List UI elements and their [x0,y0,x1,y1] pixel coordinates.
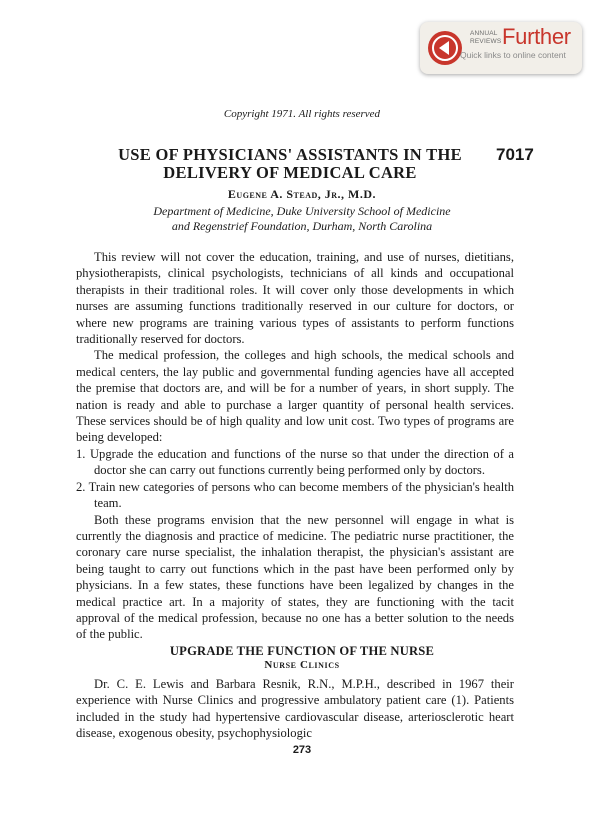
article-body [76,249,514,643]
article-body-continued [76,676,514,742]
further-banner[interactable] [420,22,582,74]
section-subheading: Nurse Clinics [264,659,340,671]
logo-arrow [439,41,449,55]
copyright-line: Copyright 1971. All rights reserved [223,108,381,120]
section-heading: UPGRADE THE FUNCTION OF THE NURSE [169,644,435,658]
list-item: 1. Upgrade the education and functions of the nurse so that under the direction of a doctor she can carry out functions currently being performed only by doctors. [76,446,514,478]
annual-reviews-label [470,30,501,45]
article-title [90,146,490,182]
affiliation-line-2: and Regenstrief Foundation, Durham, North Carolina [171,218,433,233]
paragraph-programs: The medical profession, the colleges and high schools, the medical schools and medical centers, the lay public and governmental funding agencies have all accepted the premise that doctors are, and will be for a number of years, in short supply. The nation is ready and able to purchase a larger quantity of personal health services. These services should be of high quality and low unit cost. Two types of programs are being developed: [76,348,514,445]
further-logo-icon [428,31,462,65]
paragraph-intro: This review will not cover the education, training, and use of nurses, dietitians, physiotherapists, clinical psychologists, technicians of all kinds and occupational therapists in their traditional roles. It will cover only those developments in which nurses are assuming functions traditionally reserved in our culture for doctors, or where new programs are training various types of assistants to perform functions traditionally reserved for doctors. [76,250,514,347]
brand-line-1: ANNUAL [470,30,498,37]
title-line-1: USE OF PHYSICIANS' ASSISTANTS IN THE [118,145,462,164]
author-name: Eugene A. Stead, Jr., M.D. [227,187,377,201]
list-item: 2. Train new categories of persons who can become members of the physician's health team. [76,479,514,511]
further-wordmark: Further [502,24,571,49]
paragraph-nurse-clinics: Dr. C. E. Lewis and Barbara Resnik, R.N., M.P.H., described in 1967 their experience with Nurse Clinics and progressive ambulatory patient care (1). Patients included in the study had hypertensive cardiovascular disease, arteriosclerotic heart disease, exogenous obesity, psychophysiologic [76,677,514,741]
title-line-2: DELIVERY OF MEDICAL CARE [163,163,417,182]
further-tagline: Quick links to online content [460,50,566,60]
page-number: 273 [292,744,312,756]
author-affiliation [0,204,604,233]
paragraph-personnel: Both these programs envision that the new personnel will engage in what is currently the diagnosis and practice of medicine. The pediatric nurse practitioner, the coronary care nurse specialist, the inhalation therapist, the physician's assistant are being taught to carry out functions which in the past have been performed only by physicians. In a few states, these functions have been legalized by changes in the medical practice art. In a majority of states, they are functioning with the tacit approval of the medical profession, because no one has a better solution to the needs of the public. [76,512,514,642]
affiliation-line-1: Department of Medicine, Duke University School of Medicine [153,204,451,218]
brand-line-2: REVIEWS [470,37,502,45]
article-id: 7017 [496,145,534,164]
